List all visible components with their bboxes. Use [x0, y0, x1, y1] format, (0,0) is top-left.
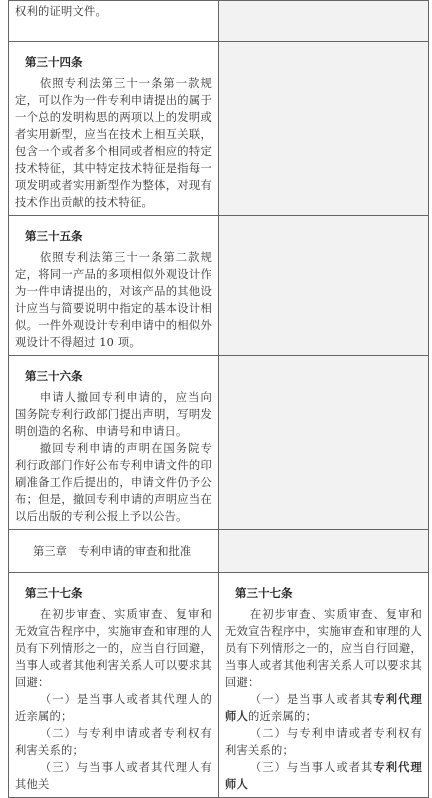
- right-cell: [219, 1, 429, 42]
- article-text: 依照专利法第三十一条第一款规定，可以作为一件专利申请提出的属于一个总的发明构思的两项以上的发明或者实用新型，应当在技术上相互关联，包含一个或者多个相同或者相应的特定技术特征，其中特定技术特征是指每一项发明或者实用新型作为整体，对现有技术作出贡献的技术特征。: [15, 77, 212, 209]
- article-text: 在初步审查、实质审查、复审和无效宣告程序中，实施审查和审理的人员有下列情形之一的，应当自行回避，当事人或者其他利害关系人可以要求其回避：: [225, 608, 422, 689]
- left-cell: [9, 216, 219, 356]
- list-item: （二）与专利申请或者专利权有利害关系的；: [15, 727, 212, 757]
- article-title: 第三十五条: [25, 229, 83, 243]
- right-cell: [219, 356, 429, 530]
- table-row: [9, 216, 429, 356]
- article-text: 依照专利法第三十一条第二款规定，将同一产品的多项相似外观设计作为一件申请提出的，对该产品的其他设计应当与简要说明中指定的基本设计相似。一件外观设计专利申请中的相似外观设计不得超过 10 项。: [15, 251, 212, 349]
- right-cell: [219, 216, 429, 356]
- table-row: [9, 42, 429, 216]
- list-item: （二）与专利申请或者专利权有利害关系的；: [225, 727, 422, 757]
- table-row: [9, 530, 429, 573]
- list-item: （三）与当事人或者其代理人有其他关: [15, 761, 212, 791]
- article-text: 申请人撤回专利申请的，应当向国务院专利行政部门提出声明，写明发明创造的名称、申请号和申请日。: [15, 391, 212, 438]
- document-page: [8, 0, 428, 791]
- list-item-text: 的近亲属的；: [248, 710, 317, 723]
- right-cell: [219, 42, 429, 216]
- list-item-text: （一）是当事人或者其: [249, 693, 374, 706]
- list-item-text: （三）与当事人或者其: [249, 761, 374, 774]
- comparison-table: [8, 0, 429, 798]
- article-text: 撤回专利申请的声明在国务院专利行政部门作好公布专利申请文件的印刷准备工作后提出的，申请文件仍予公布；但是，撤回专利申请的声明应当在以后出版的专利公报上予以公告。: [15, 442, 212, 523]
- left-cell: [9, 1, 219, 42]
- right-cell: [219, 530, 429, 573]
- chapter-title: 第三章 专利申请的审查和批准: [33, 545, 192, 558]
- amended-text: 人: [236, 710, 248, 723]
- right-cell: [219, 573, 429, 798]
- article-text: 在初步审查、实质审查、复审和无效宣告程序中，实施审查和审理的人员有下列情形之一的，应当自行回避，当事人或者其他利害关系人可以要求其回避：: [15, 608, 212, 689]
- table-row: [9, 1, 429, 42]
- article-title: 第三十七条: [25, 586, 83, 600]
- article-title: 第三十六条: [25, 369, 83, 383]
- article-title: 第三十七条: [235, 586, 293, 600]
- left-cell: [9, 42, 219, 216]
- amended-text: 专利代理师: [225, 693, 422, 723]
- list-item: （一）是当事人或者其代理人的近亲属的；: [15, 693, 212, 723]
- left-cell: [9, 356, 219, 530]
- list-item: [225, 759, 422, 793]
- table-row: [9, 356, 429, 530]
- left-cell: [9, 530, 219, 573]
- list-item: [225, 691, 422, 725]
- amended-text: 人: [236, 778, 248, 791]
- amended-text: 专利代理师: [225, 761, 422, 791]
- left-cell: [9, 573, 219, 798]
- article-title: 第三十四条: [25, 55, 83, 69]
- table-row: [9, 573, 429, 798]
- continuation-text: 权利的证明文件。: [15, 5, 107, 18]
